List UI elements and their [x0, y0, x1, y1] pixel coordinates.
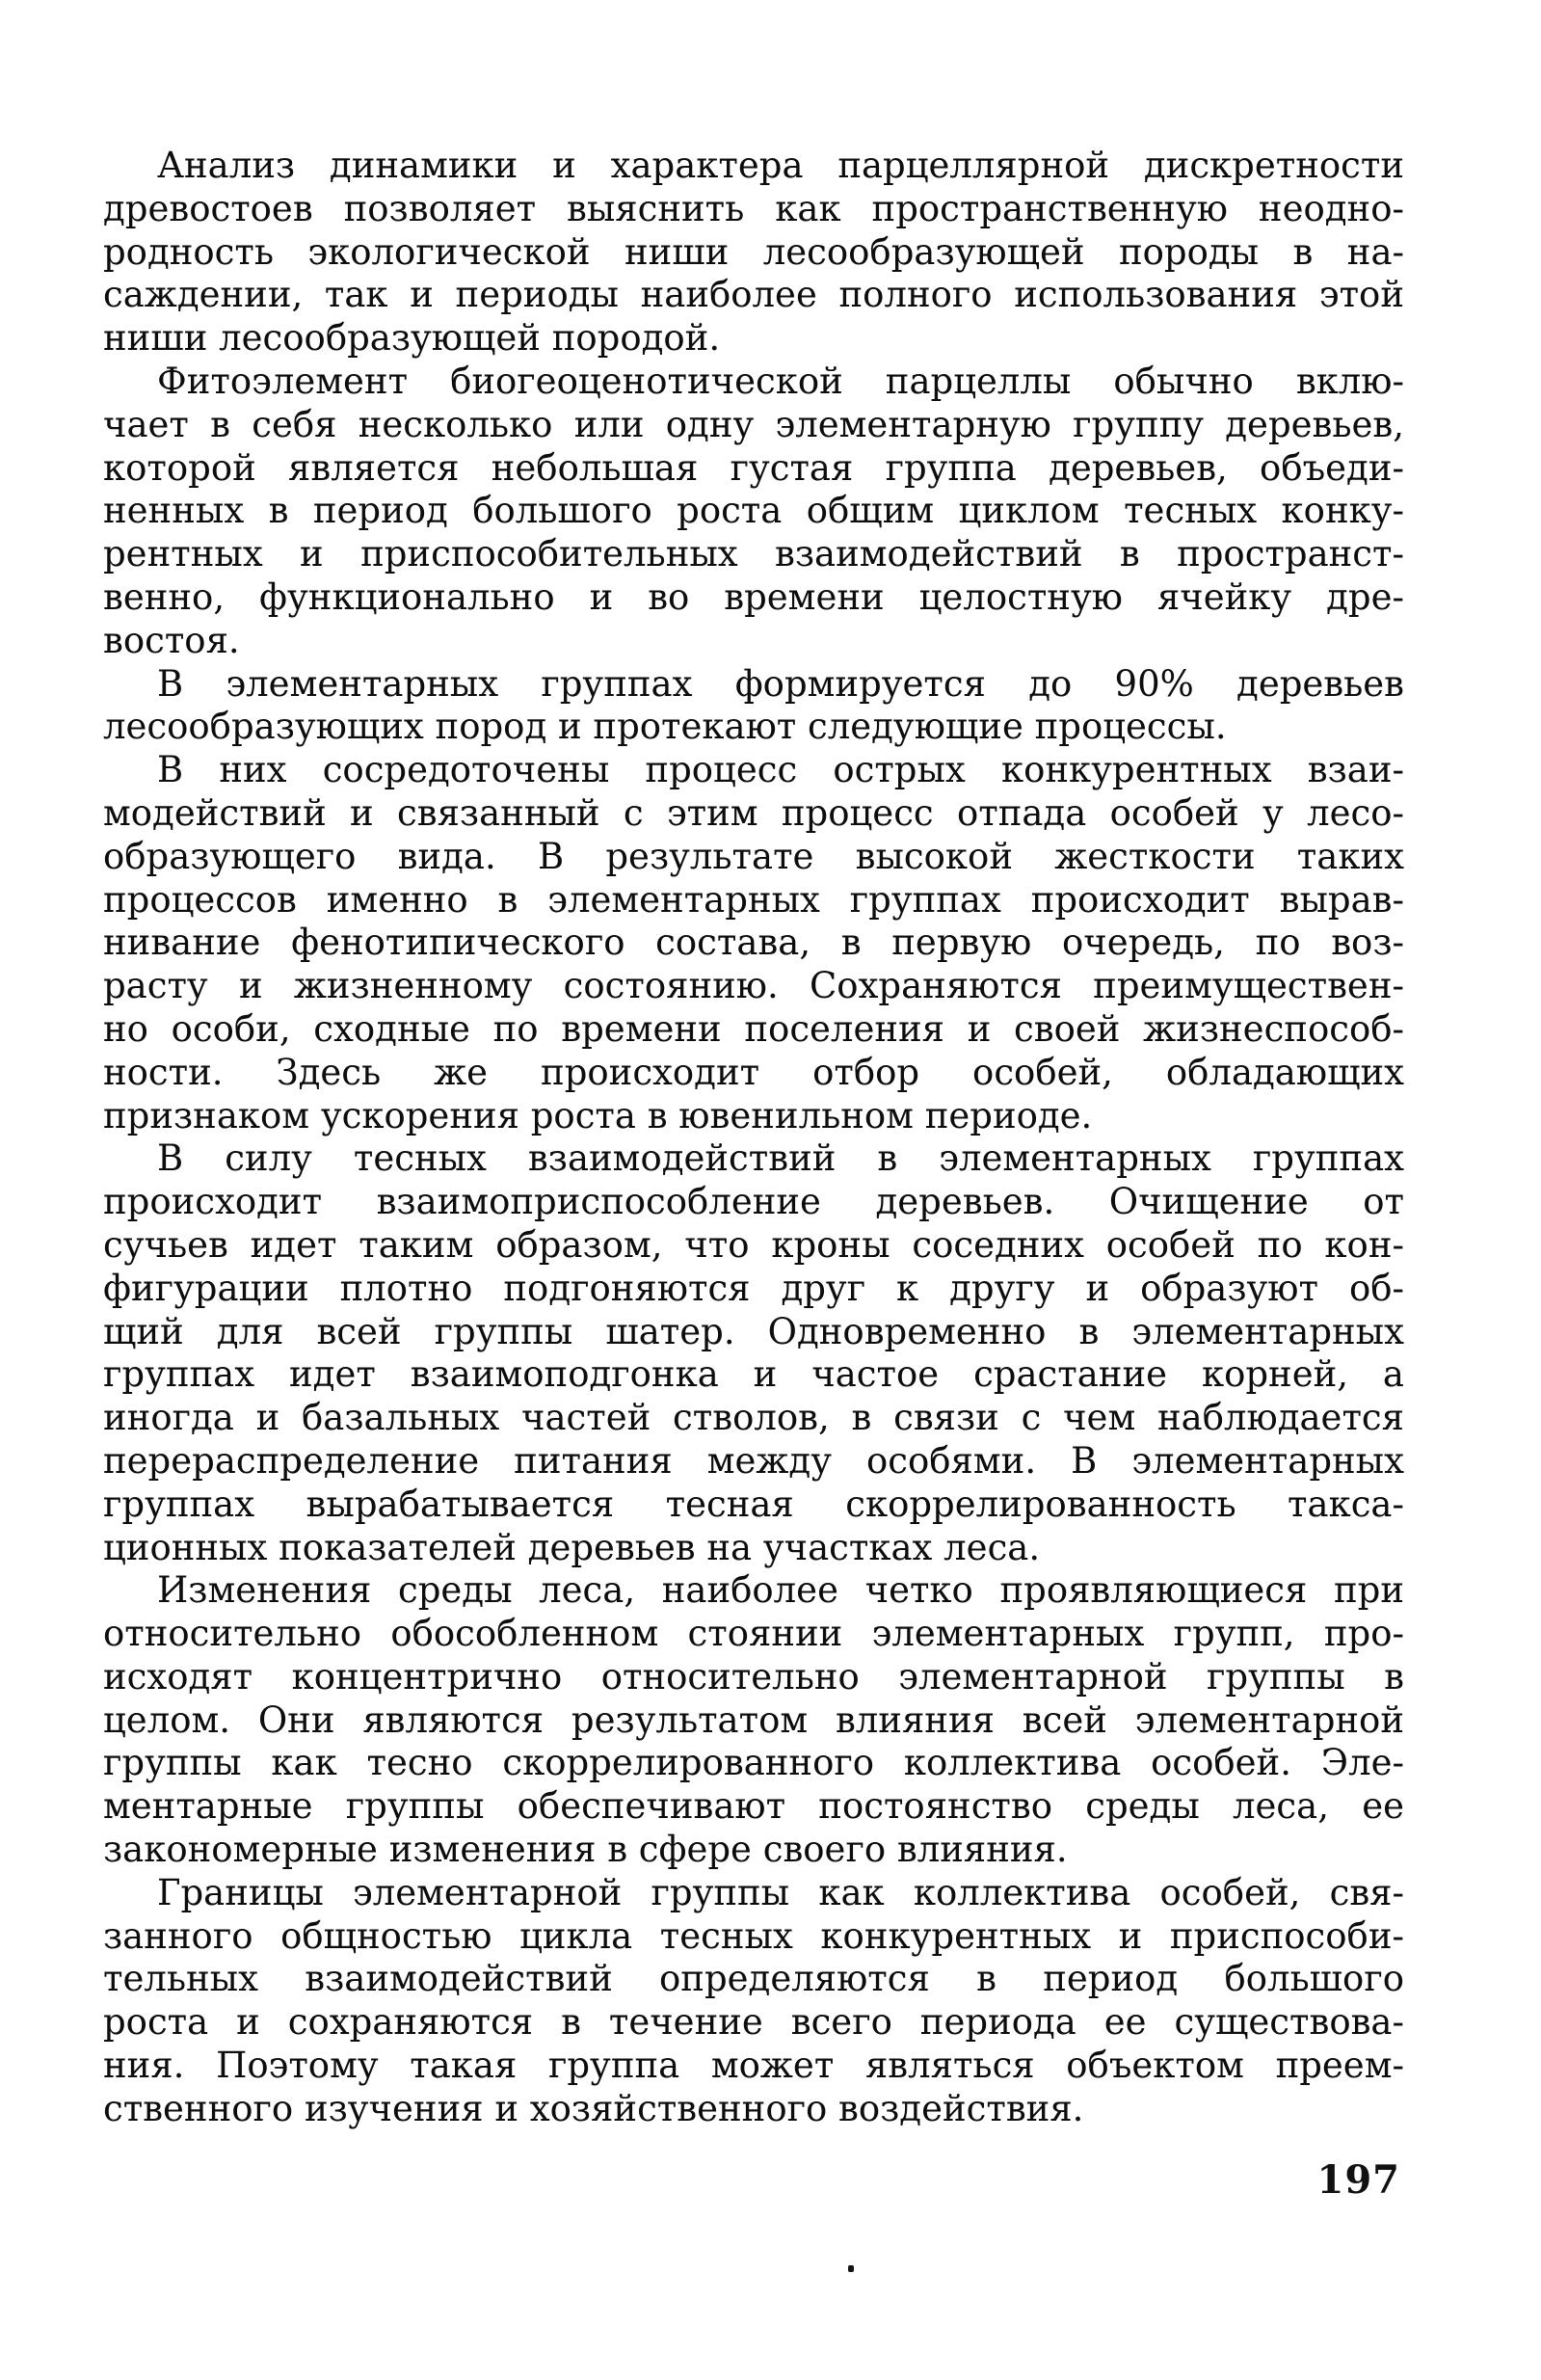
text-line: ния. Поэтому такая группа может являться объектом преем- — [103, 2045, 1404, 2087]
text-line: целом. Они являются результатом влияния всей элементарной — [103, 1698, 1404, 1741]
paragraph — [103, 1569, 1404, 1872]
paragraph — [103, 1872, 1404, 2131]
text-line: рентных и приспособительных взаимодействий в пространст- — [103, 533, 1404, 575]
paragraph — [103, 145, 1404, 361]
text-line: иногда и базальных частей стволов, в связи с чем наблюдается — [103, 1397, 1404, 1439]
page-number: 197 — [1316, 2157, 1400, 2203]
text-line: которой является небольшая густая группа деревьев, объеди- — [103, 446, 1404, 489]
text-line: древостоев позволяет выяснить как пространственную неодно- — [103, 187, 1404, 229]
text-line: исходят концентрично относительно элементарной группы в — [103, 1655, 1404, 1698]
text-line: лесообразующих пород и протекают следующие процессы. — [103, 706, 1227, 748]
text-line: ственного изучения и хозяйственного воздействия. — [103, 2087, 1084, 2129]
text-line: относительно обособленном стоянии элементарных групп, про- — [103, 1613, 1404, 1655]
text-line: венно, функционально и во времени целостную ячейку дре- — [103, 575, 1404, 618]
text-line: Границы элементарной группы как коллектива особей, свя- — [157, 1871, 1404, 1913]
text-line: группах идет взаимоподгонка и частое срастание корней, а — [103, 1353, 1404, 1396]
paragraph — [103, 361, 1404, 663]
paragraph — [103, 1137, 1404, 1569]
text-line: тельных взаимодействий определяются в период большого — [103, 1958, 1404, 2000]
ink-speck — [848, 2265, 854, 2272]
text-line: расту и жизненному состоянию. Сохраняются преимуществен- — [103, 965, 1404, 1007]
page-text — [103, 145, 1404, 2131]
text-line: родность экологической ниши лесообразующей породы в на- — [103, 230, 1404, 273]
text-line: модействий и связанный с этим процесс отпада особей у лесо- — [103, 791, 1404, 834]
text-line: Анализ динамики и характера парцеллярной дискретности — [157, 145, 1404, 186]
text-line: образующего вида. В результате высокой жесткости таких — [103, 835, 1404, 877]
text-line: саждении, так и периоды наиболее полного использования этой — [103, 274, 1404, 316]
paragraph — [103, 663, 1404, 750]
text-line: Изменения среды леса, наиболее четко проявляющиеся при — [157, 1569, 1404, 1612]
text-line: занного общностью цикла тесных конкурентных и приспособи- — [103, 1914, 1404, 1957]
text-line: фигурации плотно подгоняются друг к другу и образуют об- — [103, 1267, 1404, 1309]
text-line: ниши лесообразующей породой. — [103, 317, 721, 360]
text-line: востоя. — [103, 619, 240, 661]
text-line: признаком ускорения роста в ювенильном периоде. — [103, 1094, 1093, 1137]
text-line: роста и сохраняются в течение всего периода ее существова- — [103, 2001, 1404, 2044]
text-line: группах вырабатывается тесная скоррелированность такса- — [103, 1483, 1404, 1525]
text-line: чает в себя несколько или одну элементарную группу деревьев, — [103, 403, 1404, 445]
text-line: В силу тесных взаимодействий в элементарных группах — [157, 1137, 1404, 1180]
text-line: ненных в период большого роста общим циклом тесных конку- — [103, 490, 1404, 532]
paragraph — [103, 749, 1404, 1137]
text-line: процессов именно в элементарных группах происходит вырав- — [103, 878, 1404, 921]
text-line: сучьев идет таким образом, что кроны соседних особей по кон- — [103, 1223, 1404, 1266]
text-line: В них сосредоточены процесс острых конкурентных взаи- — [157, 749, 1404, 791]
text-line: происходит взаимоприспособление деревьев. Очищение от — [103, 1181, 1404, 1223]
text-line: ментарные группы обеспечивают постоянство среды леса, ее — [103, 1785, 1404, 1828]
text-line: но особи, сходные по времени поселения и своей жизнеспособ- — [103, 1007, 1404, 1050]
text-line: перераспределение питания между особями. В элементарных — [103, 1439, 1404, 1482]
text-line: Фитоэлемент биогеоценотической парцеллы обычно вклю- — [157, 360, 1404, 402]
text-line: ционных показателей деревьев на участках леса. — [103, 1526, 1041, 1568]
text-line: щий для всей группы шатер. Одновременно в элементарных — [103, 1310, 1404, 1352]
text-line: закономерные изменения в сфере своего влияния. — [103, 1829, 1068, 1871]
text-line: нивание фенотипического состава, в первую очередь, по воз- — [103, 922, 1404, 964]
text-line: ности. Здесь же происходит отбор особей, обладающих — [103, 1051, 1404, 1093]
text-line: группы как тесно скоррелированного коллектива особей. Эле- — [103, 1742, 1404, 1784]
text-line: В элементарных группах формируется до 90% деревьев — [157, 662, 1404, 705]
